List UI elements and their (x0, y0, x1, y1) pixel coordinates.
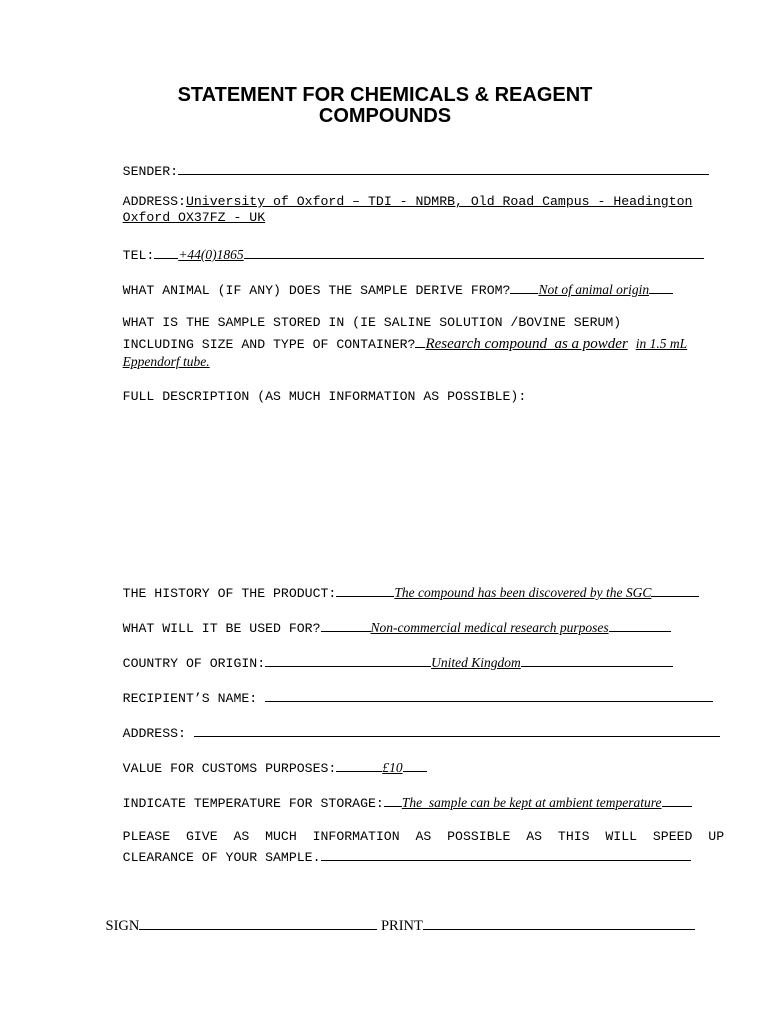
origin-value[interactable]: United Kingdom (431, 655, 521, 670)
use-blank-lead (321, 618, 371, 632)
tel-label: TEL: (122, 248, 155, 263)
sender-label: SENDER: (122, 164, 179, 179)
document-title-line1: STATEMENT FOR CHEMICALS & REAGENT (177, 84, 593, 106)
recipient-address-field[interactable] (194, 723, 720, 737)
history-blank-trail (651, 583, 699, 597)
history-blank-lead (336, 583, 394, 597)
customs-value[interactable]: £10 (382, 760, 403, 775)
address-value-line1[interactable]: University of Oxford – TDI - NDMRB, Old Road Campus - Headington (185, 194, 693, 209)
tel-field[interactable] (244, 245, 704, 259)
sign-field[interactable] (139, 916, 377, 930)
stored-value-part2[interactable]: in 1.5 mL (635, 336, 688, 351)
document-title-line2: COMPOUNDS (318, 105, 452, 127)
info-row-2 (91, 829, 691, 885)
recipient-label: RECIPIENT’S NAME: (122, 691, 258, 706)
tel-blank-lead (154, 245, 178, 259)
info-field[interactable] (321, 847, 691, 861)
stored-blank-lead (415, 334, 425, 348)
animal-blank-trail (649, 280, 673, 294)
print-field[interactable] (423, 916, 695, 930)
address-label: ADDRESS: (122, 194, 186, 209)
animal-blank-lead (510, 280, 538, 294)
recipient-field[interactable] (265, 688, 713, 702)
sign-row (91, 898, 695, 953)
description-area[interactable] (91, 392, 689, 552)
stored-value-part1[interactable]: Research compound as a powder (425, 336, 628, 352)
use-label: WHAT WILL IT BE USED FOR? (122, 621, 321, 636)
animal-value[interactable]: Not of animal origin (538, 282, 650, 297)
sender-field[interactable] (178, 161, 709, 175)
origin-blank-trail (521, 653, 673, 667)
address-value-line2[interactable]: Oxford OX37FZ - UK (122, 210, 266, 225)
use-blank-trail (609, 618, 671, 632)
sign-label: SIGN (105, 918, 140, 934)
temperature-blank-trail (662, 793, 692, 807)
temperature-blank-lead (384, 793, 402, 807)
tel-value[interactable]: +44(0)1865 (178, 247, 244, 262)
recipient-address-label: ADDRESS: (122, 726, 186, 741)
use-value[interactable]: Non-commercial medical research purposes (370, 620, 609, 635)
history-value[interactable]: The compound has been discovered by the SGC (394, 585, 652, 600)
customs-label: VALUE FOR CUSTOMS PURPOSES: (122, 761, 337, 776)
description-label: FULL DESCRIPTION (AS MUCH INFORMATION AS POSSIBLE): (122, 389, 527, 404)
stored-label-line1: WHAT IS THE SAMPLE STORED IN (IE SALINE SOLUTION /BOVINE SERUM) (122, 315, 622, 330)
origin-label: COUNTRY OF ORIGIN: (122, 656, 266, 671)
stored-label-line2: INCLUDING SIZE AND TYPE OF CONTAINER? (122, 337, 416, 352)
customs-blank-trail (403, 758, 427, 772)
info-line1: PLEASE GIVE AS MUCH INFORMATION AS POSSIBLE AS THIS WILL SPEED UP (122, 829, 725, 844)
animal-label: WHAT ANIMAL (IF ANY) DOES THE SAMPLE DERIVE FROM? (122, 283, 511, 298)
info-line2: CLEARANCE OF YOUR SAMPLE. (122, 850, 321, 865)
print-label: PRINT (380, 918, 423, 934)
customs-blank-lead (336, 758, 382, 772)
origin-blank-lead (265, 653, 431, 667)
temperature-label: INDICATE TEMPERATURE FOR STORAGE: (122, 796, 384, 811)
stored-value-line2[interactable]: Eppendorf tube. (122, 354, 210, 369)
history-label: THE HISTORY OF THE PRODUCT: (122, 586, 337, 601)
temperature-value[interactable]: The sample can be kept at ambient temperature (401, 795, 662, 810)
